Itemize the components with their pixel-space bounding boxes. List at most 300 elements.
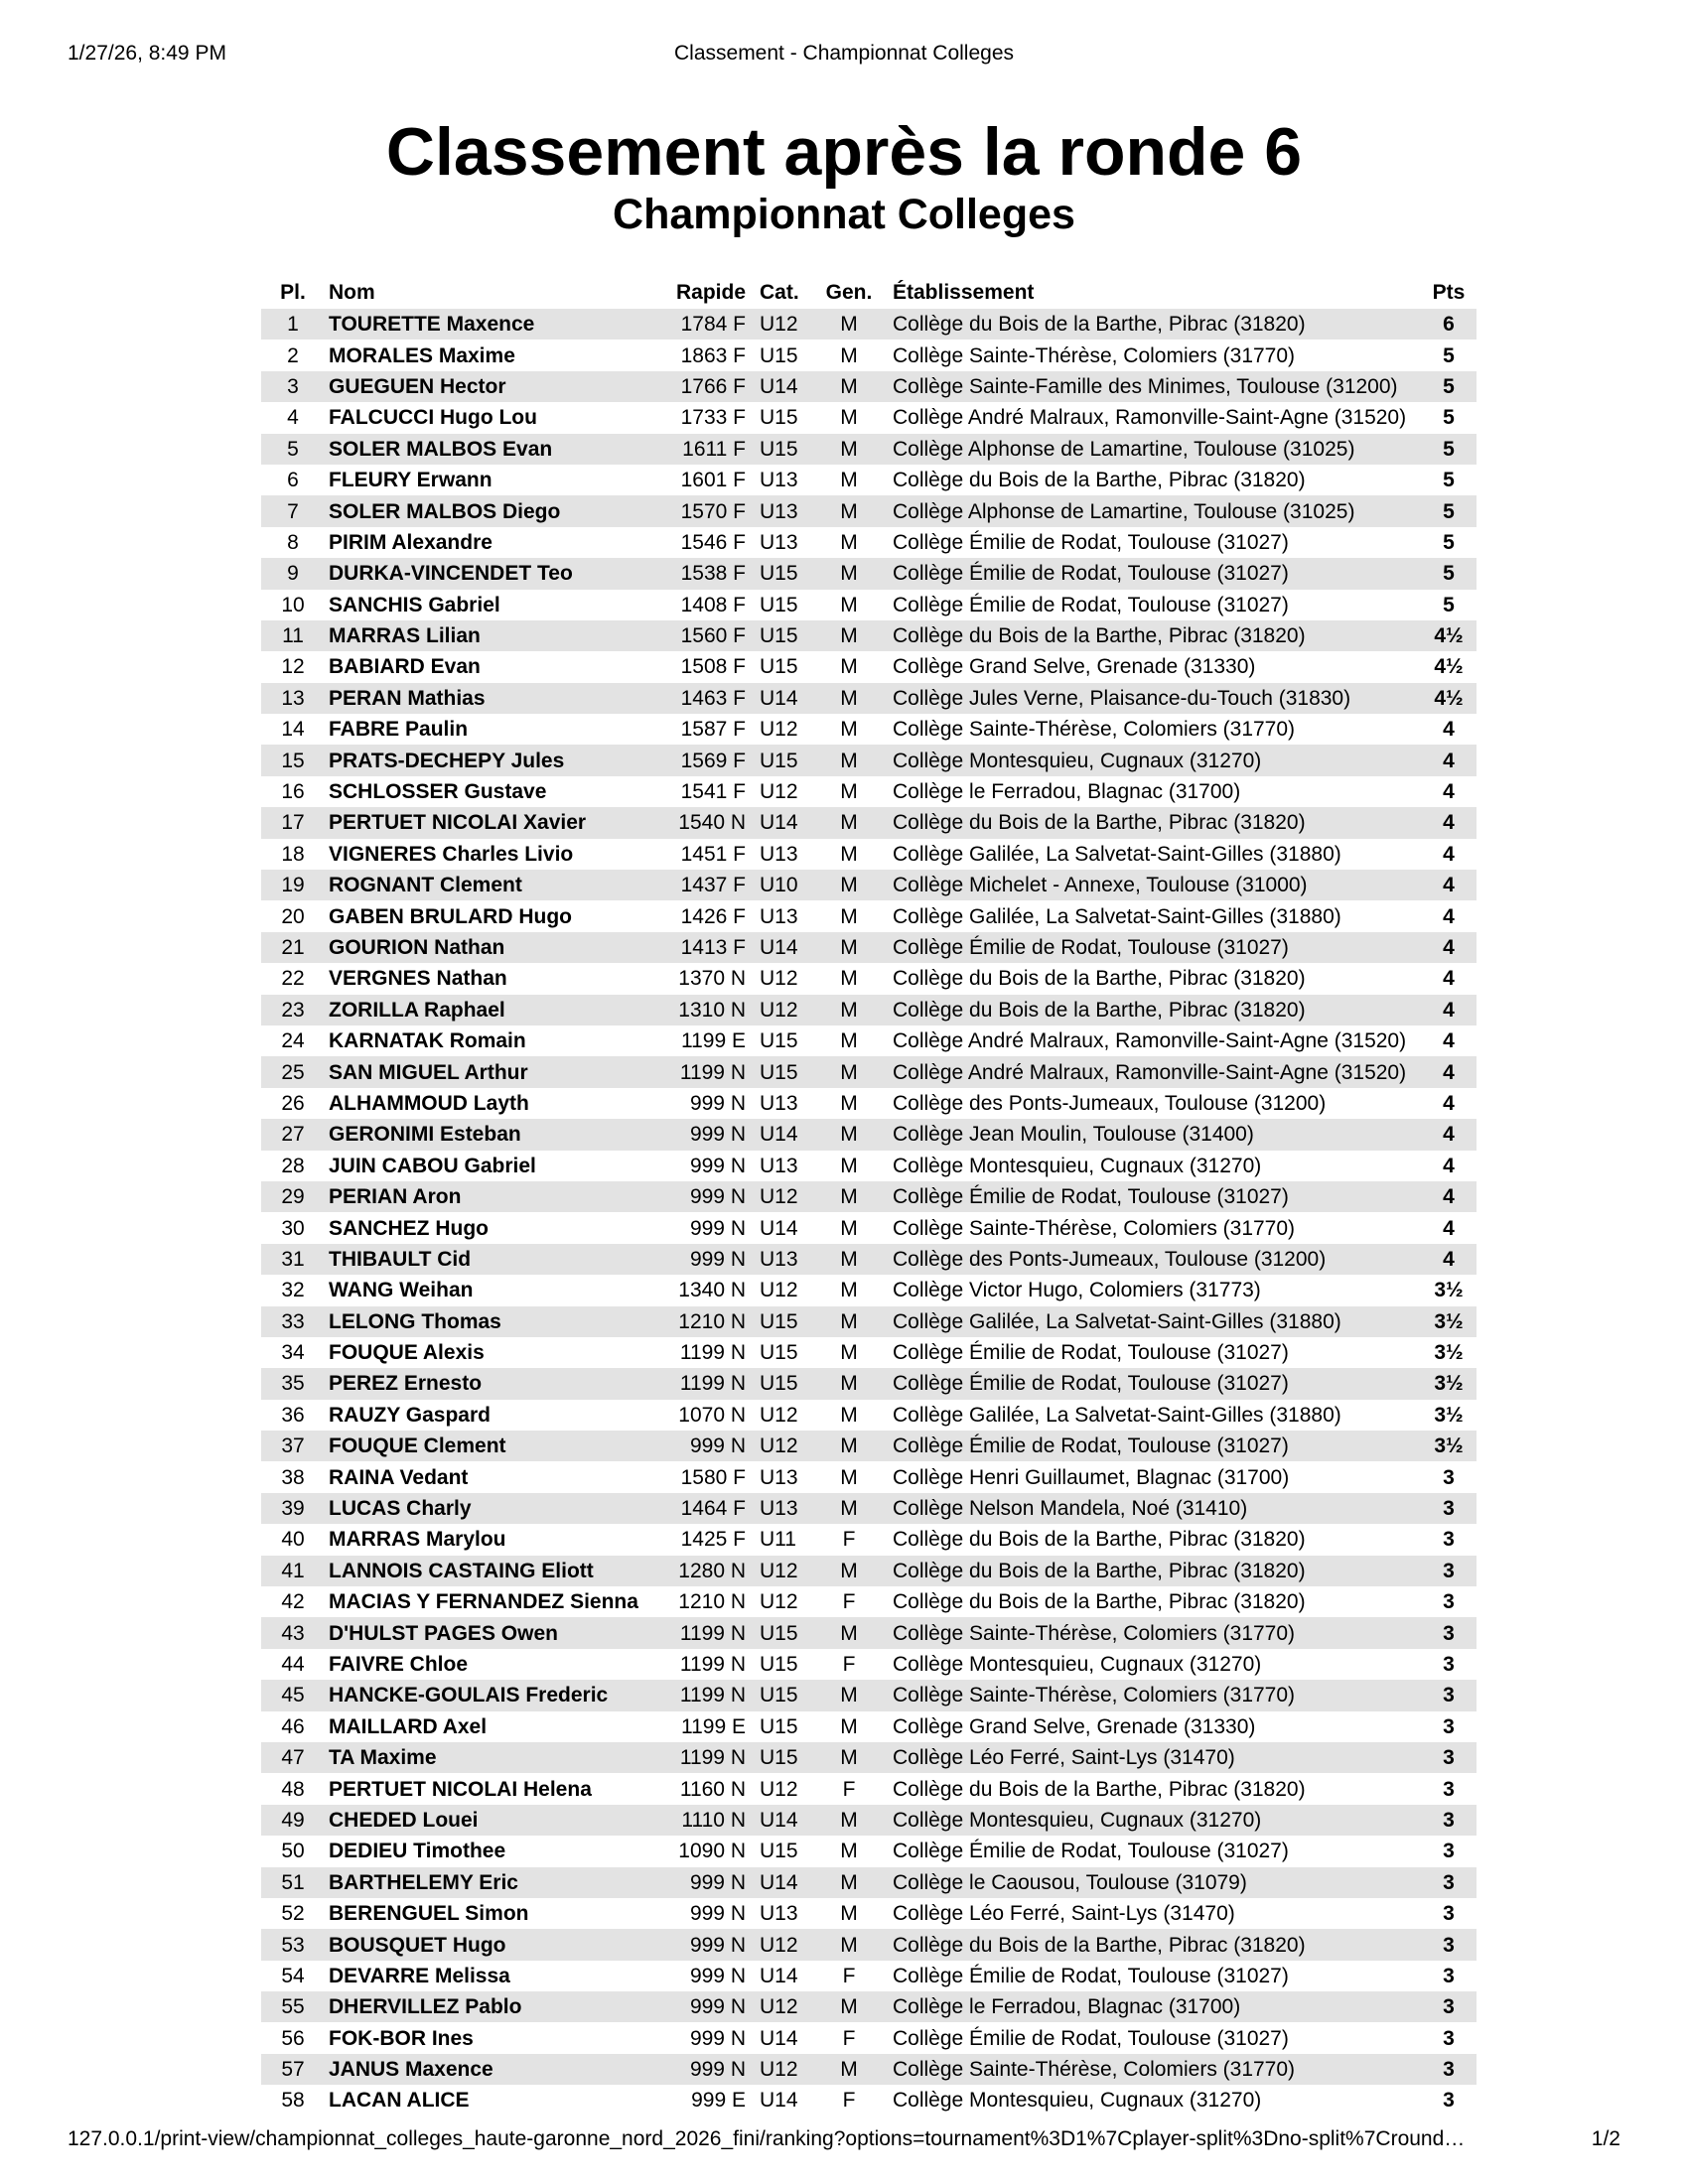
cell-pl: 57 [261,2054,325,2085]
cell-pts: 4 [1421,1119,1477,1150]
cell-cat: U13 [760,904,798,928]
cell-pts: 4½ [1434,655,1464,679]
cell-gen: M [817,1680,881,1710]
table-row [261,683,1477,714]
cell-rapide: 1199 E [681,1714,746,1738]
cell-rapide: 1199 E [681,1029,746,1053]
table-row [261,1493,1477,1524]
cell-cat: U15 [750,1368,817,1399]
table-row [261,1119,1477,1150]
cell-nom: DEDIEU Timothee [329,1840,506,1863]
cell-nom: LUCAS Charly [325,1493,658,1524]
print-footer [68,2127,1620,2157]
cell-nom: MARRAS Marylou [329,1528,506,1552]
cell-cat: U15 [750,1680,817,1710]
cell-etablissement: Collège des Ponts-Jumeaux, Toulouse (31200) [893,1091,1327,1115]
cell-rapide: 999 N [658,1244,750,1275]
cell-nom: DHERVILLEZ Pablo [325,1991,658,2022]
cell-gen: M [840,1216,858,1240]
table-header-row [261,276,1477,309]
print-url: 127.0.0.1/print-view/championnat_colleges_haute-garonne_nord_2026_fini/ranking?options=tournament%3D1%7Cplayer-split%3Dno-split%7Cround… [68,2127,1466,2150]
cell-etablissement: Collège André Malraux, Ramonville-Saint-Agne (31520) [881,1056,1421,1087]
cell-cat: U13 [760,1154,798,1177]
cell-cat: U14 [750,1805,817,1836]
cell-pl: 20 [281,904,305,928]
cell-nom: BOUSQUET Hugo [325,1929,658,1960]
cell-nom: D'HULST PAGES Owen [325,1617,658,1648]
cell-rapide: 1508 F [680,655,746,679]
cell-cat: U12 [750,1181,817,1212]
table-row [261,1929,1477,1960]
table-row [261,1025,1477,1056]
cell-cat: U15 [750,620,817,651]
cell-gen: M [817,1493,881,1524]
print-datetime: 1/27/26, 8:49 PM [68,42,226,65]
table-row [261,590,1477,620]
table-row [261,620,1477,651]
cell-gen: M [817,495,881,526]
table-row [261,527,1477,558]
cell-gen: M [817,371,881,402]
cell-nom: FAIVRE Chloe [329,1652,469,1676]
cell-pts: 3 [1421,1991,1477,2022]
cell-etablissement: Collège Léo Ferré, Saint-Lys (31470) [893,1902,1235,1926]
cell-gen: M [817,1929,881,1960]
cell-etablissement: Collège du Bois de la Barthe, Pibrac (31820) [893,1590,1306,1614]
cell-pts: 3 [1421,1556,1477,1586]
cell-etablissement: Collège Émilie de Rodat, Toulouse (31027) [893,530,1289,554]
cell-rapide: 1570 F [658,495,750,526]
cell-gen: M [817,2054,881,2085]
cell-gen: M [840,469,858,492]
table-row [261,1431,1477,1461]
cell-pts: 4 [1443,780,1455,804]
cell-pl: 14 [281,718,305,742]
cell-nom: PERTUET NICOLAI Helena [329,1777,592,1801]
cell-nom: FOUQUE Alexis [329,1341,485,1365]
cell-nom: WANG Weihan [329,1279,474,1302]
cell-etablissement: Collège Galilée, La Salvetat-Saint-Gilles (31880) [893,904,1341,928]
cell-gen: M [840,1902,858,1926]
cell-cat: U15 [750,434,817,465]
cell-rapide: 1863 F [680,343,746,367]
cell-rapide: 999 N [689,1216,746,1240]
cell-pts: 3 [1421,1680,1477,1710]
cell-gen: F [842,2026,856,2050]
cell-gen: M [840,1029,858,1053]
cell-cat: U12 [750,1929,817,1960]
cell-pts: 3½ [1421,1306,1477,1337]
cell-pts: 5 [1443,406,1455,430]
cell-cat: U14 [750,683,817,714]
page-title: Classement après la ronde 6 [385,114,1303,190]
cell-rapide: 999 N [658,1991,750,2022]
cell-pts: 3 [1421,1742,1477,1773]
table-row [261,402,1477,433]
cell-rapide: 1451 F [680,842,746,866]
cell-nom: SANCHIS Gabriel [329,593,500,616]
cell-pl: 51 [261,1867,325,1898]
cell-nom: SOLER MALBOS Diego [325,495,658,526]
cell-nom: DEVARRE Melissa [329,1964,510,1987]
cell-nom: BABIARD Evan [329,655,481,679]
table-row [261,1212,1477,1243]
cell-etablissement: Collège le Ferradou, Blagnac (31700) [893,780,1241,804]
table-row [261,1649,1477,1680]
table-row [261,1617,1477,1648]
cell-etablissement: Collège Galilée, La Salvetat-Saint-Gilles (31880) [881,1306,1421,1337]
cell-nom: VIGNERES Charles Livio [329,842,574,866]
cell-cat: U15 [750,1617,817,1648]
cell-rapide: 1090 N [678,1840,746,1863]
cell-pts: 5 [1421,558,1477,589]
table-row [261,371,1477,402]
cell-cat: U11 [760,1528,796,1552]
table-row [261,1275,1477,1305]
cell-pts: 4 [1421,1244,1477,1275]
cell-cat: U12 [750,1431,817,1461]
cell-pts: 5 [1443,343,1455,367]
table-row [261,1898,1477,1929]
cell-cat: U12 [750,2054,817,2085]
cell-pl: 30 [281,1216,305,1240]
cell-pl: 16 [281,780,305,804]
cell-nom: BERENGUEL Simon [329,1902,529,1926]
col-header-etablissement: Établissement [893,281,1035,304]
table-row [261,1711,1477,1742]
cell-rapide: 1199 N [658,1680,750,1710]
cell-cat: U15 [750,1056,817,1087]
cell-gen: M [817,932,881,963]
ranking-table [261,276,1477,2116]
cell-rapide: 1601 F [680,469,746,492]
cell-etablissement: Collège Émilie de Rodat, Toulouse (31027) [893,1840,1289,1863]
cell-pl: 28 [281,1154,305,1177]
cell-cat: U14 [760,2089,798,2113]
cell-etablissement: Collège Henri Guillaumet, Blagnac (31700) [893,1465,1290,1489]
cell-cat: U12 [760,1590,798,1614]
cell-rapide: 999 N [689,1154,746,1177]
cell-pl: 54 [281,1964,305,1987]
cell-cat: U15 [750,745,817,775]
cell-cat: U15 [760,1840,798,1863]
cell-pts: 3½ [1421,1431,1477,1461]
cell-pl: 35 [261,1368,325,1399]
cell-etablissement: Collège Émilie de Rodat, Toulouse (31027) [881,558,1421,589]
cell-pl: 31 [261,1244,325,1275]
cell-pts: 3 [1443,1902,1455,1926]
cell-pl: 53 [261,1929,325,1960]
cell-cat: U14 [760,1216,798,1240]
cell-nom: MARRAS Lilian [325,620,658,651]
cell-rapide: 1370 N [678,967,746,991]
cell-pl: 17 [261,807,325,838]
table-row [261,1867,1477,1898]
cell-pts: 3 [1421,1867,1477,1898]
cell-cat: U15 [760,1714,798,1738]
cell-pl: 41 [261,1556,325,1586]
table-row [261,1742,1477,1773]
cell-etablissement: Collège André Malraux, Ramonville-Saint-Agne (31520) [893,1029,1407,1053]
cell-nom: JANUS Maxence [325,2054,658,2085]
cell-etablissement: Collège le Ferradou, Blagnac (31700) [881,1991,1421,2022]
cell-nom: GABEN BRULARD Hugo [329,904,572,928]
cell-pts: 3 [1421,1929,1477,1960]
cell-pl: 42 [281,1590,305,1614]
cell-etablissement: Collège Émilie de Rodat, Toulouse (31027) [881,932,1421,963]
cell-pts: 5 [1421,371,1477,402]
cell-nom: PERTUET NICOLAI Xavier [325,807,658,838]
cell-nom: MAILLARD Axel [329,1714,488,1738]
ranking-body [261,309,1477,2116]
cell-rapide: 999 N [658,2054,750,2085]
cell-rapide: 1340 N [678,1279,746,1302]
cell-etablissement: Collège du Bois de la Barthe, Pibrac (31820) [881,995,1421,1025]
cell-etablissement: Collège Grand Selve, Grenade (31330) [893,1714,1256,1738]
cell-pts: 4 [1443,967,1455,991]
cell-etablissement: Collège Émilie de Rodat, Toulouse (31027) [893,1341,1289,1365]
cell-pts: 3 [1421,2054,1477,2085]
cell-cat: U15 [760,655,798,679]
cell-etablissement: Collège Émilie de Rodat, Toulouse (31027) [893,1964,1289,1987]
cell-pts: 4 [1421,1056,1477,1087]
cell-pl: 24 [281,1029,305,1053]
cell-rapide: 1464 F [658,1493,750,1524]
cell-pts: 5 [1421,495,1477,526]
cell-etablissement: Collège Sainte-Thérèse, Colomiers (31770) [881,1617,1421,1648]
cell-etablissement: Collège Sainte-Thérèse, Colomiers (31770) [893,343,1296,367]
cell-pl: 40 [281,1528,305,1552]
cell-rapide: 999 E [691,2089,746,2113]
table-row [261,932,1477,963]
cell-gen: M [840,343,858,367]
cell-etablissement: Collège Montesquieu, Cugnaux (31270) [893,1154,1262,1177]
cell-nom: GERONIMI Esteban [325,1119,658,1150]
cell-gen: M [840,1840,858,1863]
cell-nom: MORALES Maxime [329,343,515,367]
cell-rapide: 1587 F [680,718,746,742]
table-row [261,2085,1477,2116]
cell-etablissement: Collège du Bois de la Barthe, Pibrac (31820) [893,1528,1306,1552]
cell-etablissement: Collège Émilie de Rodat, Toulouse (31027) [893,2026,1289,2050]
table-row [261,1244,1477,1275]
cell-pl: 32 [281,1279,305,1302]
table-row [261,900,1477,931]
cell-cat: U15 [760,406,798,430]
cell-nom: ZORILLA Raphael [325,995,658,1025]
cell-etablissement: Collège Émilie de Rodat, Toulouse (31027) [881,1181,1421,1212]
table-row [261,465,1477,495]
col-header-cat: Cat. [760,281,799,304]
cell-gen: M [840,842,858,866]
cell-cat: U12 [760,1777,798,1801]
cell-cat: U14 [750,807,817,838]
cell-etablissement: Collège des Ponts-Jumeaux, Toulouse (31200) [881,1244,1421,1275]
cell-pl: 43 [261,1617,325,1648]
cell-pl: 23 [261,995,325,1025]
cell-cat: U14 [760,1964,798,1987]
table-row [261,1680,1477,1710]
cell-cat: U15 [760,1341,798,1365]
cell-etablissement: Collège Émilie de Rodat, Toulouse (31027) [881,1368,1421,1399]
cell-gen: M [840,780,858,804]
cell-gen: M [817,995,881,1025]
cell-gen: M [817,1991,881,2022]
cell-cat: U13 [760,842,798,866]
cell-rapide: 1426 F [680,904,746,928]
cell-etablissement: Collège Alphonse de Lamartine, Toulouse (31025) [881,495,1421,526]
cell-cat: U14 [750,932,817,963]
cell-pl: 55 [261,1991,325,2022]
cell-gen: M [817,620,881,651]
cell-pl: 52 [281,1902,305,1926]
cell-pl: 44 [281,1652,305,1676]
cell-cat: U15 [750,1306,817,1337]
cell-gen: M [817,434,881,465]
cell-etablissement: Collège André Malraux, Ramonville-Saint-Agne (31520) [893,406,1407,430]
cell-pl: 29 [261,1181,325,1212]
table-row [261,1400,1477,1431]
cell-pts: 4 [1443,1154,1455,1177]
cell-cat: U12 [750,1556,817,1586]
cell-cat: U13 [760,469,798,492]
cell-cat: U13 [760,1465,798,1489]
cell-pts: 6 [1421,309,1477,340]
cell-gen: M [817,1742,881,1773]
cell-nom: FABRE Paulin [329,718,469,742]
cell-pl: 21 [261,932,325,963]
cell-etablissement: Collège Sainte-Thérèse, Colomiers (31770) [893,718,1296,742]
cell-gen: M [817,1119,881,1150]
cell-rapide: 999 N [689,1964,746,1987]
cell-pts: 4 [1443,904,1455,928]
cell-pts: 3 [1443,2089,1455,2113]
cell-pts: 5 [1443,530,1455,554]
cell-rapide: 1199 N [658,1617,750,1648]
cell-gen: M [840,1403,858,1427]
cell-gen: F [842,2089,856,2113]
cell-nom: FOK-BOR Ines [329,2026,474,2050]
cell-pts: 4 [1421,932,1477,963]
cell-pl: 50 [281,1840,305,1863]
cell-etablissement: Collège Alphonse de Lamartine, Toulouse (31025) [881,434,1421,465]
cell-pl: 13 [261,683,325,714]
cell-gen: M [817,1306,881,1337]
table-row [261,1368,1477,1399]
cell-pts: 3 [1443,1840,1455,1863]
cell-rapide: 1210 N [658,1306,750,1337]
cell-pl: 11 [261,620,325,651]
cell-nom: PERIAN Aron [325,1181,658,1212]
cell-nom: TOURETTE Maxence [325,309,658,340]
cell-gen: M [817,1431,881,1461]
cell-cat: U15 [760,1029,798,1053]
cell-gen: M [817,870,881,900]
cell-etablissement: Collège Jean Moulin, Toulouse (31400) [881,1119,1421,1150]
cell-etablissement: Collège Émilie de Rodat, Toulouse (31027) [881,1431,1421,1461]
cell-pl: 36 [281,1403,305,1427]
cell-pts: 3½ [1434,1341,1464,1365]
cell-nom: GUEGUEN Hector [325,371,658,402]
cell-pl: 2 [287,343,299,367]
cell-gen: M [840,1714,858,1738]
cell-gen: M [817,558,881,589]
cell-pl: 6 [287,469,299,492]
cell-nom: FOUQUE Clement [325,1431,658,1461]
table-row [261,1337,1477,1368]
table-row [261,1961,1477,1991]
cell-etablissement: Collège du Bois de la Barthe, Pibrac (31820) [893,469,1306,492]
cell-nom: FLEURY Erwann [329,469,492,492]
table-row [261,1836,1477,1866]
table-row [261,1181,1477,1212]
cell-gen: M [817,683,881,714]
cell-pts: 4 [1443,1091,1455,1115]
cell-rapide: 1110 N [658,1805,750,1836]
cell-pl: 18 [281,842,305,866]
cell-pts: 4 [1443,718,1455,742]
cell-rapide: 1437 F [658,870,750,900]
cell-cat: U14 [750,1119,817,1150]
cell-rapide: 1199 N [679,1652,746,1676]
cell-nom: ROGNANT Clement [325,870,658,900]
cell-etablissement: Collège Montesquieu, Cugnaux (31270) [893,1652,1262,1676]
cell-cat: U13 [760,1091,798,1115]
cell-rapide: 1160 N [679,1777,746,1801]
cell-pts: 3½ [1434,1403,1464,1427]
cell-rapide: 1784 F [658,309,750,340]
cell-nom: LACAN ALICE [329,2089,470,2113]
cell-gen: F [842,1590,856,1614]
col-header-nom: Nom [329,281,375,304]
cell-pl: 4 [287,406,299,430]
cell-etablissement: Collège du Bois de la Barthe, Pibrac (31820) [881,309,1421,340]
cell-nom: HANCKE-GOULAIS Frederic [325,1680,658,1710]
cell-etablissement: Collège Grand Selve, Grenade (31330) [893,655,1256,679]
cell-nom: PERAN Mathias [325,683,658,714]
col-header-rapide: Rapide [675,281,746,304]
table-row [261,2054,1477,2085]
cell-gen: F [842,1528,856,1552]
cell-etablissement: Collège Léo Ferré, Saint-Lys (31470) [881,1742,1421,1773]
cell-pts: 4 [1421,745,1477,775]
cell-cat: U10 [750,870,817,900]
cell-etablissement: Collège du Bois de la Barthe, Pibrac (31820) [881,807,1421,838]
cell-pl: 5 [261,434,325,465]
cell-pts: 4 [1421,995,1477,1025]
cell-etablissement: Collège Nelson Mandela, Noé (31410) [881,1493,1421,1524]
cell-pl: 38 [281,1465,305,1489]
cell-pl: 26 [281,1091,305,1115]
cell-gen: M [817,1056,881,1087]
cell-pts: 3 [1421,1493,1477,1524]
cell-cat: U15 [760,343,798,367]
cell-nom: JUIN CABOU Gabriel [329,1154,536,1177]
cell-etablissement: Collège Montesquieu, Cugnaux (31270) [881,745,1421,775]
cell-gen: M [840,967,858,991]
cell-rapide: 1541 F [680,780,746,804]
table-row [261,558,1477,589]
cell-pts: 4 [1443,1216,1455,1240]
cell-pl: 9 [261,558,325,589]
table-row [261,1773,1477,1804]
cell-etablissement: Collège du Bois de la Barthe, Pibrac (31820) [881,1929,1421,1960]
cell-rapide: 1310 N [658,995,750,1025]
table-row [261,776,1477,807]
cell-gen: M [817,1181,881,1212]
table-row [261,745,1477,775]
cell-gen: M [840,1341,858,1365]
